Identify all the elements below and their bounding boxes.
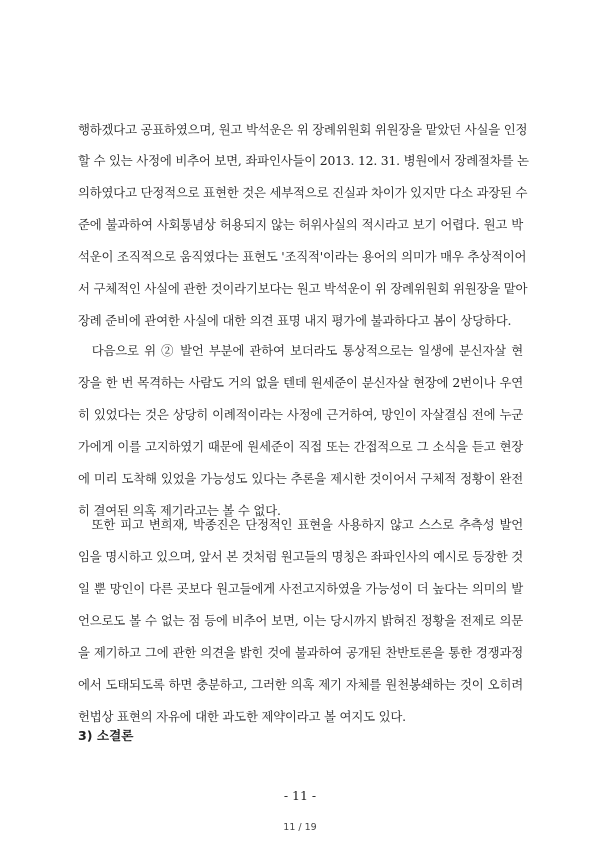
text-line: 에 미리 도착해 있었을 가능성도 있다는 추론을 제시한 것이어서 구체적 정황이 완전: [78, 471, 523, 486]
section-heading: 3) 소결론: [78, 728, 134, 743]
text-line: 석운이 조직적으로 움직였다는 표현도 '조직적'이라는 용어의 의미가 매우 추상적이어: [78, 249, 527, 264]
text-line: 서 구체적인 사실에 관한 것이라기보다는 원고 박석운이 위 장례위원회 위원장을 맡아: [78, 281, 528, 296]
text-line: 에서 도태되도록 하면 충분하고, 그러한 의혹 제기 자체를 원천봉쇄하는 것이 오히려: [78, 677, 523, 692]
page-count: 11 / 19: [283, 822, 317, 833]
text-line: 또한 피고 변희재, 박종진은 단정적인 표현을 사용하지 않고 스스로 추측성 발언: [78, 517, 523, 532]
text-line: 일 뿐 망인이 다른 곳보다 원고들에게 사전고지하였을 가능성이 더 높다는 의미의 발: [78, 581, 523, 596]
text-line: 장례 준비에 관여한 사실에 대한 의견 표명 내지 평가에 불과하다고 봄이 상당하다.: [78, 313, 512, 328]
text-line: 가에게 이를 고지하였기 때문에 원세준이 직접 또는 간접적으로 그 소식을 듣고 현장: [78, 439, 523, 454]
text-line: 히 있었다는 것은 상당히 이례적이라는 사정에 근거하여, 망인이 자살결심 전에 누군: [78, 407, 523, 422]
text-line: 장을 한 번 목격하는 사람도 거의 없을 텐데 원세준이 분신자살 현장에 2번이나 우연: [78, 375, 523, 390]
text-line: 의하였다고 단정적으로 표현한 것은 세부적으로 진실과 차이가 있지만 다소 과장된 수: [78, 185, 528, 200]
text-line: 다음으로 위 ② 발언 부분에 관하여 보더라도 통상적으로는 일생에 분신자살 현: [78, 343, 523, 358]
text-line: 할 수 있는 사정에 비추어 보면, 좌파인사들이 2013. 12. 31. 병원에서 장례절차를 논: [78, 153, 529, 168]
page-number: - 11 -: [283, 788, 317, 803]
text-line: 을 제기하고 그에 관한 의견을 밝힌 것에 불과하여 공개된 찬반토론을 통한 경쟁과정: [78, 645, 523, 660]
text-line: 행하겠다고 공표하였으며, 원고 박석운은 위 장례위원회 위원장을 맡았던 사실을 인정: [78, 122, 528, 137]
text-line: 준에 불과하여 사회통념상 허용되지 않는 허위사실의 적시라고 보기 어렵다. 원고 박: [78, 217, 523, 232]
text-line: 언으로도 볼 수 없는 점 등에 비추어 보면, 이는 당시까지 밝혀진 정황을 전제로 의문: [78, 613, 523, 628]
text-line: 헌법상 표현의 자유에 대한 과도한 제약이라고 볼 여지도 있다.: [78, 709, 406, 724]
text-line: 히 결여된 의혹 제기라고는 볼 수 없다.: [78, 503, 281, 518]
text-line: 임을 명시하고 있으며, 앞서 본 것처럼 원고들의 명칭은 좌파인사의 예시로 등장한 것: [78, 549, 524, 564]
